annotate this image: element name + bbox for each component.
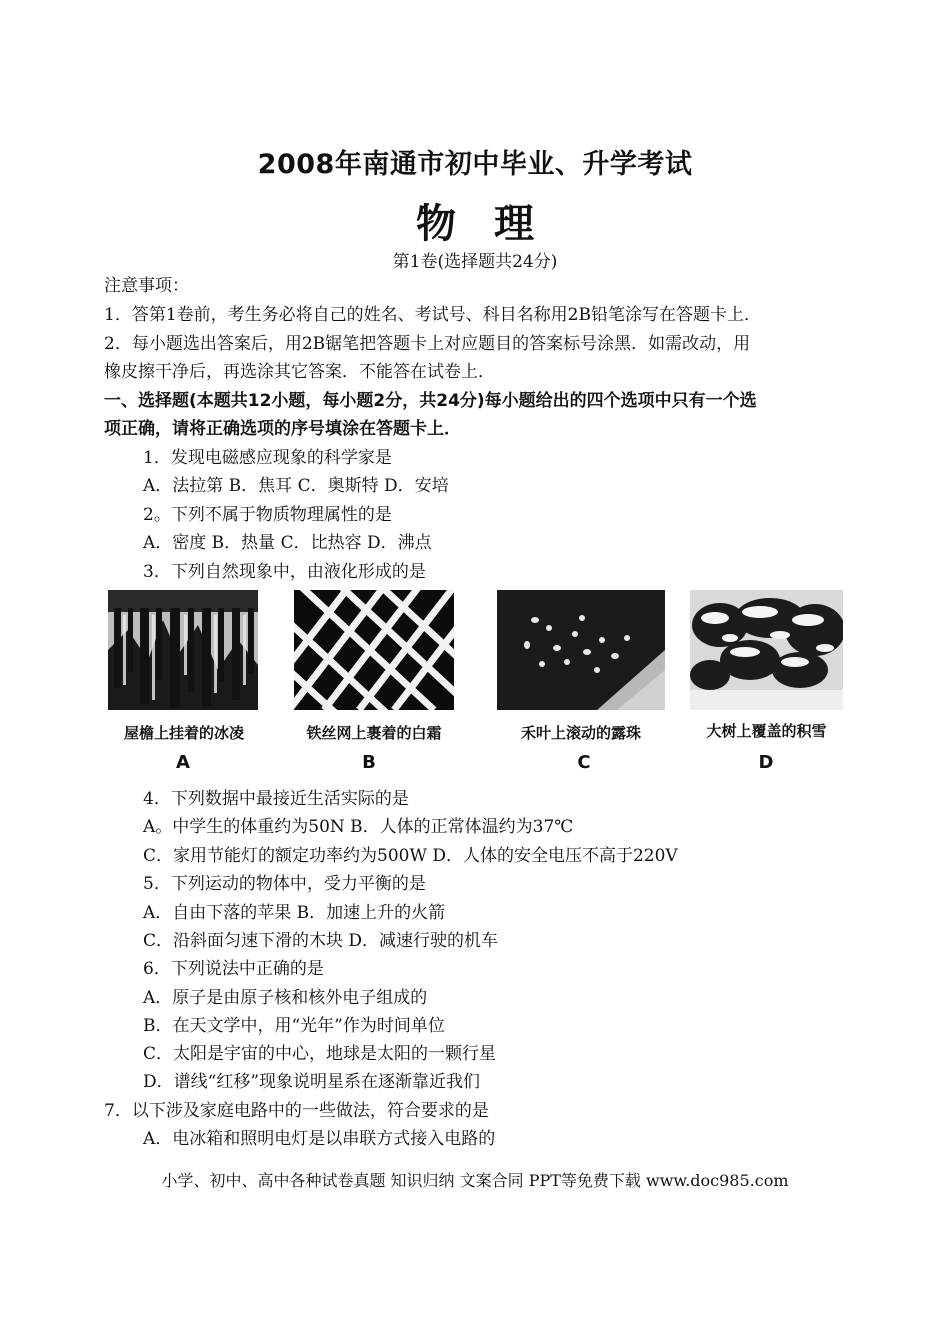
question-6: 6．下列说法中正确的是 bbox=[143, 959, 324, 979]
question-7: 7．以下涉及家庭电路中的一些做法，符合要求的是 bbox=[104, 1101, 489, 1121]
option-letter-b: B bbox=[362, 752, 376, 773]
question-5-options-2: C．沿斜面匀速下滑的木块 D．减速行驶的机车 bbox=[143, 931, 499, 951]
question-6-option-d: D．谱线“红移”现象说明星系在逐渐靠近我们 bbox=[143, 1072, 481, 1092]
question-7-option-a: A．电冰箱和照明电灯是以串联方式接入电路的 bbox=[143, 1129, 496, 1149]
question-6-option-b: B．在天文学中，用“光年”作为时间单位 bbox=[143, 1016, 445, 1036]
dew-drops-photo bbox=[497, 590, 665, 710]
subject-title: 物理 bbox=[416, 201, 572, 247]
caption-d: 大树上覆盖的积雪 bbox=[706, 722, 827, 740]
volume-label: 第1卷(选择题共24分) bbox=[392, 252, 558, 272]
section-heading-line-1: 一、选择题(本题共12小题，每小题2分，共24分)每小题给出的四个选项中只有一个选 bbox=[104, 391, 757, 411]
option-letter-a: A bbox=[176, 752, 190, 773]
question-6-option-a: A．原子是由原子核和核外电子组成的 bbox=[143, 988, 428, 1008]
notes-item-2-line-2: 橡皮擦干净后，再选涂其它答案．不能答在试卷上． bbox=[104, 362, 495, 382]
caption-b: 铁丝网上裹着的白霜 bbox=[306, 724, 442, 742]
question-5-options-1: A．自由下落的苹果 B．加速上升的火箭 bbox=[143, 903, 446, 923]
question-2-options: A．密度 B．热量 C．比热容 D．沸点 bbox=[143, 533, 432, 553]
question-3: 3．下列自然现象中，由液化形成的是 bbox=[143, 562, 426, 582]
question-2: 2。下列不属于物质物理属性的是 bbox=[143, 505, 392, 525]
notes-item-1: 1．答第1卷前，考生务必将自己的姓名、考试号、科目名称用2B铅笔涂写在答题卡上． bbox=[104, 305, 761, 325]
option-letter-c: C bbox=[577, 752, 591, 773]
question-1: 1．发现电磁感应现象的科学家是 bbox=[143, 448, 392, 468]
icicles-photo bbox=[108, 590, 258, 710]
question-4-options-1: A。中学生的体重约为50N B．人体的正常体温约为37℃ bbox=[143, 817, 574, 837]
exam-title: 2008年南通市初中毕业、升学考试 bbox=[257, 149, 693, 180]
question-5: 5．下列运动的物体中，受力平衡的是 bbox=[143, 874, 426, 894]
option-letter-d: D bbox=[758, 752, 774, 773]
footer-text: 小学、初中、高中各种试卷真题 知识归纳 文案合同 PPT等免费下载 www.doc985.com bbox=[161, 1171, 789, 1190]
question-4: 4．下列数据中最接近生活实际的是 bbox=[143, 789, 409, 809]
caption-c: 禾叶上滚动的露珠 bbox=[520, 724, 641, 742]
notes-heading: 注意事项： bbox=[104, 276, 189, 296]
question-4-options-2: C．家用节能灯的额定功率约为500W D．人体的安全电压不高于220V bbox=[143, 846, 678, 866]
question-6-option-c: C．太阳是宇宙的中心，地球是太阳的一颗行星 bbox=[143, 1044, 497, 1064]
frost-wire-mesh-photo bbox=[294, 590, 454, 710]
notes-item-2-line-1: 2．每小题选出答案后，用2B锯笔把答题卡上对应题目的答案标号涂黑．如需改动，用 bbox=[104, 334, 751, 354]
snow-tree-photo bbox=[690, 590, 843, 710]
caption-a: 屋檐上挂着的冰凌 bbox=[123, 724, 244, 742]
section-heading-line-2: 项正确，请将正确选项的序号填涂在答题卡上． bbox=[104, 419, 461, 439]
question-1-options: A．法拉第 B．焦耳 C．奥斯特 D．安培 bbox=[143, 476, 449, 496]
